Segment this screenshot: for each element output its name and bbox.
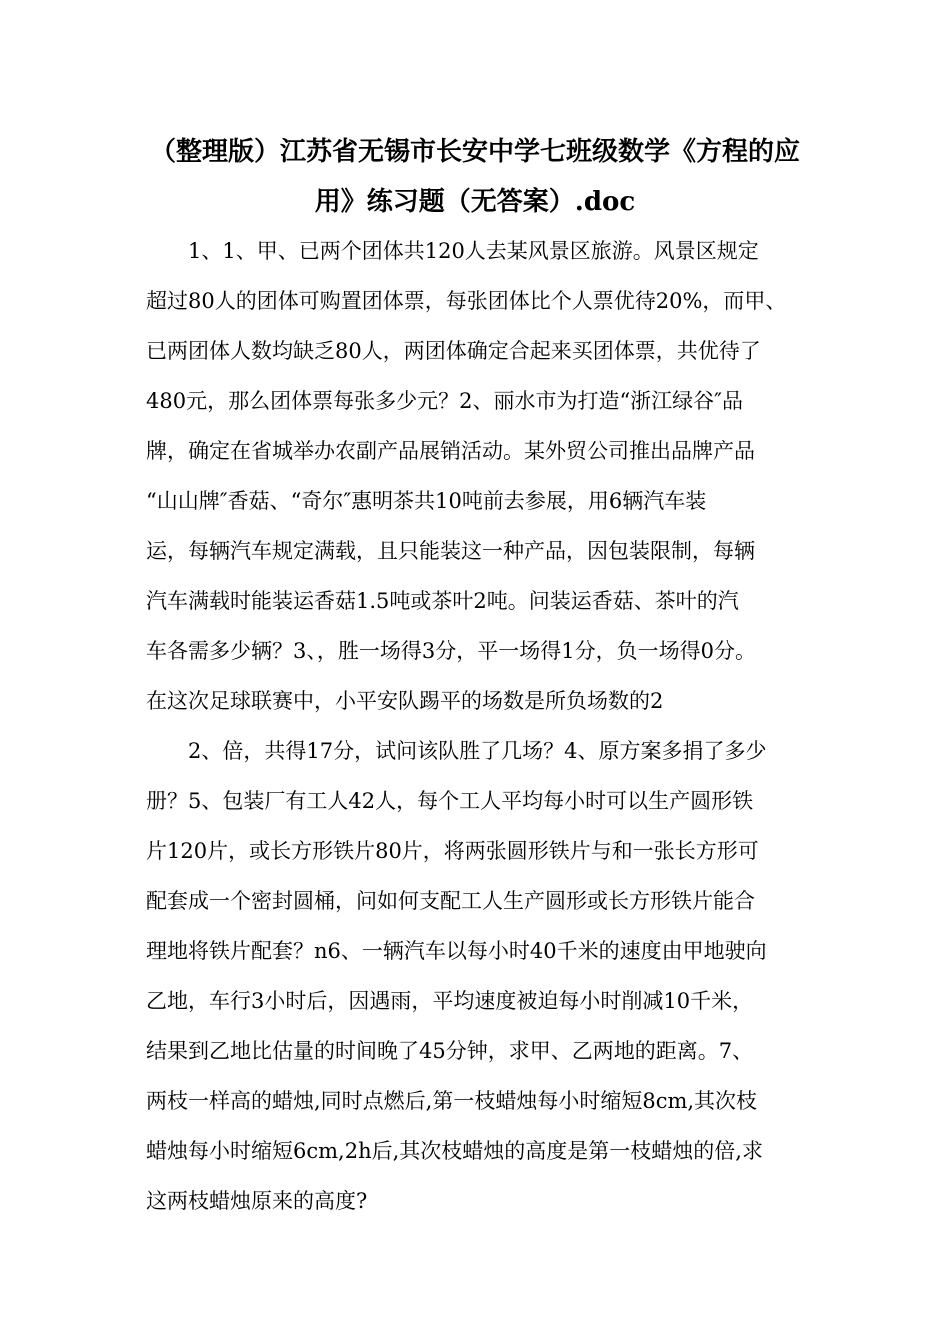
paragraph-line: 这两枝蜡烛原来的高度? [146,1189,368,1213]
paragraph-line: 配套成一个密封圆桶，问如何支配工人生产圆形或长方形铁片能合 [146,889,755,913]
paragraph-line: 1、1、甲、已两个团体共120人去某风景区旅游。风景区规定 [188,239,759,263]
paragraph-line: 片120片，或长方形铁片80片，将两张圆形铁片与和一张长方形可 [146,839,759,863]
paragraph-line: 理地将铁片配套？n6、一辆汽车以每小时40千米的速度由甲地驶向 [146,939,767,963]
paragraph-line: 在这次足球联赛中，小平安队踢平的场数是所负场数的2 [146,689,664,713]
paragraph-line: 牌，确定在省城举办农副产品展销活动。某外贸公司推出品牌产品 [146,439,755,463]
paragraph-line: 运，每辆汽车规定满载，且只能装这一种产品，因包装限制，每辆 [146,539,755,563]
paragraph-line: 车各需多少辆？3、，胜一场得3分，平一场得1分，负一场得0分。 [146,639,756,663]
paragraph-line: 汽车满载时能装运香菇1.5吨或茶叶2吨。问装运香菇、茶叶的汽 [146,589,739,613]
paragraph-line: 已两团体人数均缺乏80人，两团体确定合起来买团体票，共优待了 [146,339,761,363]
paragraph-line: 2、倍，共得17分，试问该队胜了几场？4、原方案多捐了多少 [188,739,767,763]
paragraph-line: 480元，那么团体票每张多少元？2、丽水市为打造“浙江绿谷″品 [146,389,744,413]
paragraph-line: “山山牌″香菇、“奇尔″惠明茶共10吨前去参展，用6辆汽车装 [146,489,707,513]
paragraph-line: 超过80人的团体可购置团体票，每张团体比个人票优待20%，而甲、 [146,289,787,313]
paragraph-line: 乙地，车行3小时后，因遇雨，平均速度被迫每小时削减10千米， [146,989,754,1013]
document-title-line-1: （整理版）江苏省无锡市长安中学七班级数学《方程的应 [149,137,800,167]
paragraph-line: 蜡烛每小时缩短6cm,2h后,其次枝蜡烛的高度是第一枝蜡烛的倍,求 [146,1139,763,1163]
paragraph-line: 结果到乙地比估量的时间晚了45分钟，求甲、乙两地的距离。7、 [146,1039,754,1063]
paragraph-line: 册？5、包装厂有工人42人，每个工人平均每小时可以生产圆形铁 [146,789,754,813]
paragraph-line: 两枝一样高的蜡烛,同时点燃后,第一枝蜡烛每小时缩短8cm,其次枝 [146,1089,758,1113]
document-title-line-2: 用》练习题（无答案）.doc [314,187,636,217]
